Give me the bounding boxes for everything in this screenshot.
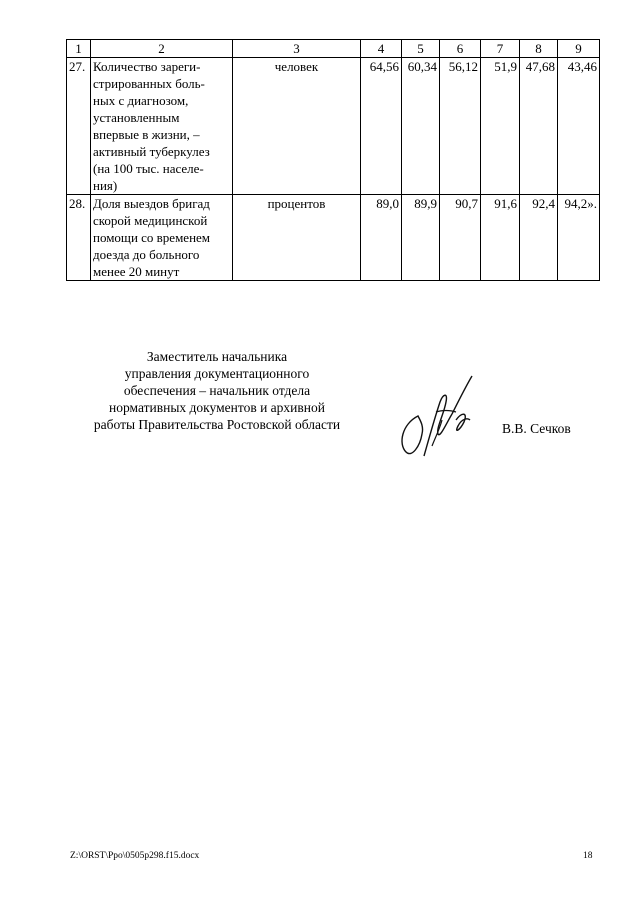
indicator-name — [91, 195, 233, 281]
value-cell: 89,0 — [361, 195, 402, 281]
table-row — [67, 58, 600, 195]
indicator-name-line: установленным — [93, 110, 180, 125]
unit-cell: процентов — [233, 195, 361, 281]
indicator-name-line: (на 100 тыс. населе- — [93, 161, 204, 176]
value-cell: 60,34 — [402, 58, 440, 195]
indicator-name-line: помощи со временем — [93, 230, 211, 245]
column-header: 4 — [361, 40, 402, 58]
row-number: 28. — [67, 195, 91, 281]
value-cell: 47,68 — [520, 58, 558, 195]
position-line: работы Правительства Ростовской области — [93, 417, 341, 432]
value-cell: 91,6 — [481, 195, 520, 281]
unit-cell: человек — [233, 58, 361, 195]
position-line: обеспечения – начальник отдела — [123, 383, 311, 398]
indicator-name-line: Количество зареги- — [93, 59, 201, 74]
indicator-name — [91, 58, 233, 195]
indicator-name-line: доезда до больного — [93, 247, 200, 262]
file-path: Z:\ORST\Ppo\0505p298.f15.docx — [70, 851, 200, 861]
value-cell: 51,9 — [481, 58, 520, 195]
column-header: 8 — [520, 40, 558, 58]
value-cell: 94,2». — [558, 195, 600, 281]
position-line: управления документационного — [124, 366, 310, 381]
page-number: 18 — [583, 851, 593, 861]
indicators-table — [66, 39, 600, 281]
column-header: 9 — [558, 40, 600, 58]
column-header: 2 — [91, 40, 233, 58]
value-cell: 43,46 — [558, 58, 600, 195]
indicator-name-line: впервые в жизни, – — [93, 127, 200, 142]
indicator-name-line: менее 20 минут — [93, 264, 180, 279]
value-cell: 89,9 — [402, 195, 440, 281]
indicator-name-line: ния) — [93, 178, 118, 193]
value-cell: 56,12 — [440, 58, 481, 195]
header-row — [67, 40, 600, 58]
value-cell: 92,4 — [520, 195, 558, 281]
signer-name: В.В. Сечков — [502, 421, 571, 436]
indicator-name-line: активный туберкулез — [93, 144, 210, 159]
column-header: 5 — [402, 40, 440, 58]
value-cell: 64,56 — [361, 58, 402, 195]
row-number: 27. — [67, 58, 91, 195]
indicator-name-line: ных с диагнозом, — [93, 93, 189, 108]
indicator-name-line: Доля выездов бригад — [93, 196, 210, 211]
value-cell: 90,7 — [440, 195, 481, 281]
official-position — [88, 348, 346, 433]
column-header: 6 — [440, 40, 481, 58]
column-header: 3 — [233, 40, 361, 58]
position-line: Заместитель начальника — [146, 349, 288, 364]
column-header: 7 — [481, 40, 520, 58]
table-row — [67, 195, 600, 281]
indicator-name-line: скорой медицинской — [93, 213, 208, 228]
column-header: 1 — [67, 40, 91, 58]
position-line: нормативных документов и архивной — [109, 400, 325, 415]
indicator-name-line: стрированных боль- — [93, 76, 205, 91]
handwritten-signature — [396, 372, 480, 460]
